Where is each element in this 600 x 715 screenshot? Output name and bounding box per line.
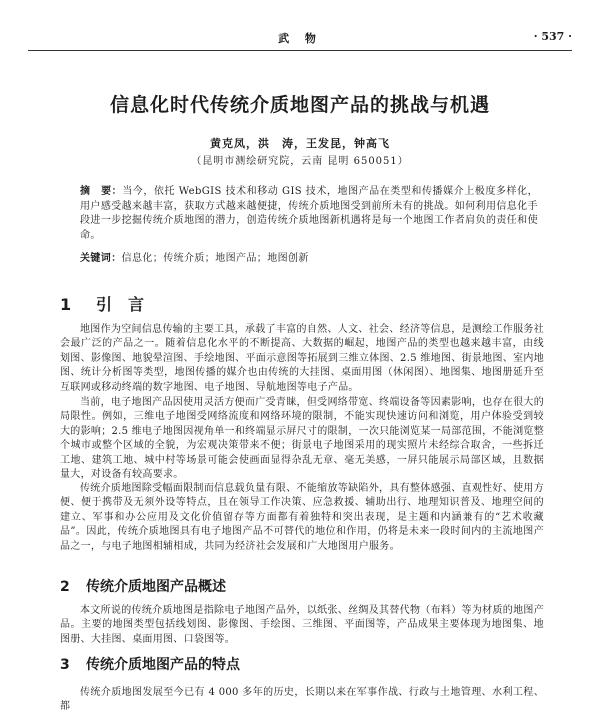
keywords-label: 关键词： xyxy=(80,253,122,264)
body-paragraph: 地图作为空间信息传输的主要工具，承载了丰富的自然、人文、社会、经济等信息，是测绘工作服务社会最广泛的产品之一。随着信息化水平的不断提高、大数据的崛起，地图产品的类型也越来越丰富，由线划图、影像图、地貌晕渲图、手绘地图、平面示意图等拓展到三维立体图、2.5 维地图、街景地图、室内地图、统计分析图等类型，地图传播的媒介也由传统的大挂图、桌面用图（休闲图）、地图集、地图册延升至互联网或移动终端的数字地图、电子地图、导航地图等电子产品。 xyxy=(60,324,544,393)
abstract-text: 当今，依托 WebGIS 技术和移动 GIS 技术，地图产品在类型和传播媒介上极度多样化，用户感受越来越丰富，获取方式越来越便捷，传统介质地图受到前所未有的挑战。如何利用信息化手段进一步挖掘传统介质地图的潜力，创造传统介质地图新机遇将是每一个地图工作者肩负的责任和使命。 xyxy=(80,186,538,241)
body-paragraph: 传统介质地图除受幅面限制而信息载负量有限、不能缩放等缺陷外，具有整体感强、直观性好、使用方便、便于携带及无须外设等特点，且在领导工作决策、应急救援、辅助出行、地理知识普及、地理空间的建立、军事和办公应用及文化价值留存等方面都有着独特和突出表现，是主题和内涵兼有的“艺术收藏品”。因此，传统介质地图具有电子地图产品不可替代的地位和作用，仍将是未来一段时间内的主流地图产品之一，与电子地图相辅相成，共同为经济社会发展和广大地图用户服务。 xyxy=(60,483,544,552)
keywords xyxy=(80,249,538,264)
author-list: 黄克凤，洪 涛，王发昆，钟高飞 xyxy=(210,137,390,150)
header-rule xyxy=(28,50,572,51)
author-affiliation: （昆明市测绘研究院，云南 昆明 650051） xyxy=(191,156,409,167)
paper-title: 信息化时代传统介质地图产品的挑战与机遇 xyxy=(109,94,490,116)
keywords-text: 信息化；传统介质；地图产品；地图创新 xyxy=(121,253,309,264)
section-number: 2 xyxy=(60,579,70,595)
body-paragraph: 本文所说的传统介质地图是指除电子地图产品外，以纸张、丝绸及其替代物（布料）等为材质的地图产品。主要的地图类型包括线划图、影像图、手绘图、三维图、平面图等，产品成果主要体现为地图集、地图册、大挂图、桌面用图、口袋图等。 xyxy=(60,605,544,645)
running-header xyxy=(28,30,572,46)
section-number: 3 xyxy=(60,657,70,673)
body-paragraph: 当前，电子地图产品因使用灵活方便而广受青睐，但受网络带宽、终端设备等因素影响，也存在很大的局限性。例如，三维电子地图受网络流度和网络环境的限制，不能实现快速访问和浏览，用户体验受到较大的影响；2.5 维电子地图因视角单一和终端显示屏尺寸的限制，一次只能浏览某一局部范围，不能浏览整个城市或整个区域的全貌，为宏观决策带来不便；街景电子地图采用的现实照片未经综合取舍，一些拆迁工地、建筑工地、城中村等场景可能会使画面显得杂乱无章、毫无美感，一屏只能展示局部区域，且数据量大，对设备有较高要求。 xyxy=(60,397,544,481)
abstract xyxy=(80,185,538,243)
section-heading-overview xyxy=(60,576,226,596)
section-title: 传统介质地图产品的特点 xyxy=(86,657,240,673)
section-number: 1 xyxy=(60,295,72,314)
body-paragraph: 传统介质地图发展至今已有 4 000 多年的历史，长期以来在军事作战、行政与土地管理、水利工程、都 xyxy=(60,687,544,713)
section-title: 引 言 xyxy=(96,295,145,314)
section-heading-introduction xyxy=(60,292,144,315)
abstract-label: 摘 要： xyxy=(80,186,123,197)
page-number: · 537 · xyxy=(533,30,572,43)
section-title: 传统介质地图产品概述 xyxy=(86,579,226,595)
section-heading-characteristics xyxy=(60,654,240,674)
running-header-title: 武 物 xyxy=(278,32,322,45)
